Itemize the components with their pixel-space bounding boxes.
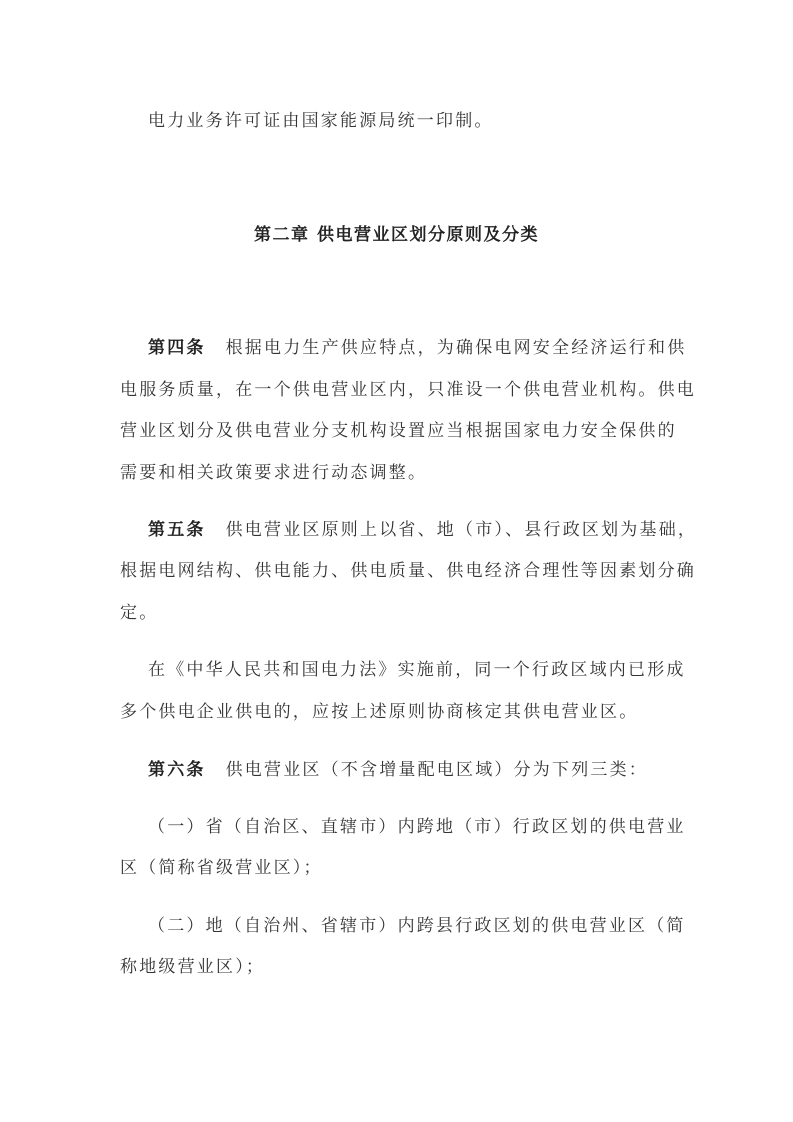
item-2-line-2: 称地级营业区）； <box>120 957 266 977</box>
law-paragraph-line-2: 多个供电企业供电的，应按上述原则协商核定其供电营业区。 <box>120 702 639 722</box>
article-5-label: 第五条 <box>148 520 206 540</box>
chapter-title: 第二章 供电营业区划分原则及分类 <box>254 225 539 245</box>
item-1-line-1: （一）省（自治区、直辖市）内跨地（市）行政区划的供电营业 <box>148 817 686 837</box>
article-4-label: 第四条 <box>148 338 206 358</box>
article-5-line-1 <box>148 515 708 540</box>
item-1-line-2: 区（简称省级营业区）； <box>120 858 323 878</box>
article-4-line-2: 电服务质量，在一个供电营业区内，只准设一个供电营业机构。供电 <box>120 380 696 400</box>
article-5-line-3: 定。 <box>120 603 159 623</box>
article-4-line-1 <box>148 333 708 358</box>
item-2-line-1: （二）地（自治州、省辖市）内跨县行政区划的供电营业区（简 <box>148 916 686 936</box>
article-6-label: 第六条 <box>148 760 206 780</box>
article-5-line-2: 根据电网结构、供电能力、供电质量、供电经济合理性等因素划分确 <box>120 561 696 581</box>
article-4-text-1: 根据电力生产供应特点，为确保电网安全经济运行和供 <box>225 338 687 358</box>
article-5-text-1: 供电营业区原则上以省、地（市）、县行政区划为基础， <box>225 520 698 540</box>
article-4-line-4: 需要和相关政策要求进行动态调整。 <box>120 463 428 483</box>
article-4-line-3: 营业区划分及供电营业分支机构设置应当根据国家电力安全保供的 <box>120 421 677 441</box>
law-paragraph-line-1: 在《中华人民共和国电力法》实施前，同一个行政区域内已形成 <box>148 660 686 680</box>
intro-line: 电力业务许可证由国家能源局统一印制。 <box>148 111 494 131</box>
article-6-line-1 <box>148 755 708 780</box>
article-6-text-1: 供电营业区（不含增量配电区域）分为下列三类： <box>225 760 649 780</box>
